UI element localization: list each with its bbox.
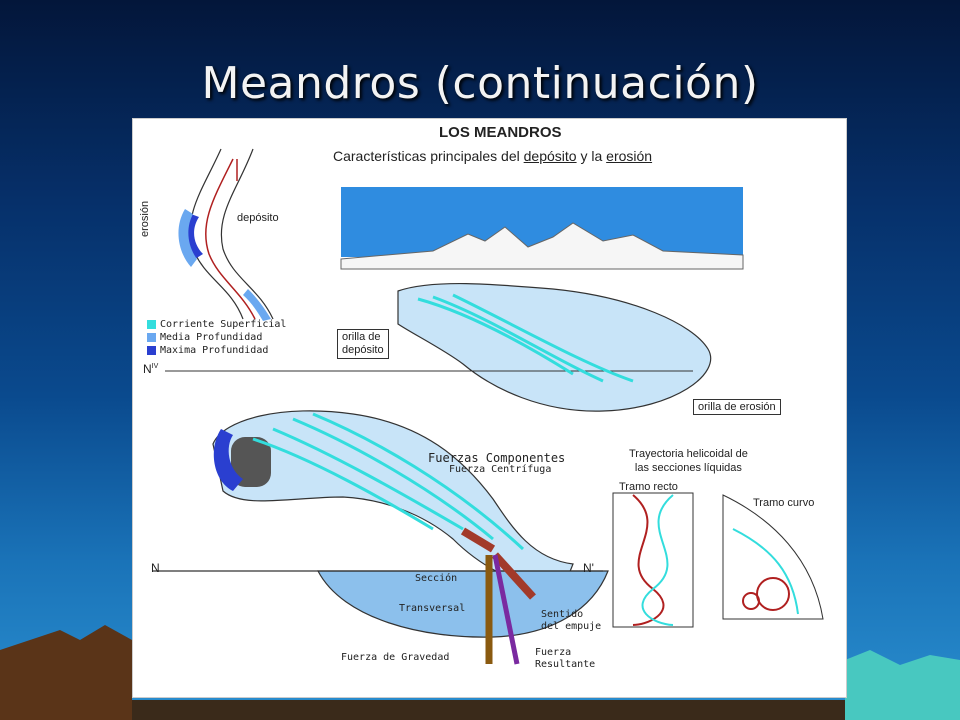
- legend-item-maximum: [147, 345, 268, 356]
- planform-map: [178, 149, 273, 321]
- section-label-line1: Sección: [415, 573, 458, 584]
- meander-channel-lower: [213, 411, 573, 589]
- marker-n: N: [151, 561, 160, 575]
- legend-label-medium: Media Profundidad: [160, 332, 263, 343]
- centrifugal-force-label: Fuerza Centrífuga: [449, 464, 552, 475]
- straight-reach-panel: [613, 493, 693, 627]
- helical-title-line2: las secciones líquidas: [634, 462, 742, 474]
- helical-title: [629, 447, 748, 475]
- subheading-prefix: Características principales del: [333, 148, 524, 164]
- curved-reach-label: Tramo curvo: [753, 497, 815, 509]
- map-label-erosion: erosión: [139, 200, 151, 237]
- subheading-erosion: erosión: [606, 148, 653, 164]
- gravity-label: Fuerza de Gravedad: [341, 652, 450, 663]
- erosion-bank-label: orilla de erosión: [693, 399, 781, 415]
- legend-item-surface: [147, 319, 286, 330]
- deposit-bank-label: [337, 329, 389, 359]
- legend-swatch-surface: [147, 320, 156, 329]
- deposit-bank-line1: orilla de: [342, 331, 381, 343]
- subheading-deposit: depósito: [523, 148, 577, 164]
- resultant-label-line2: Resultante: [535, 659, 596, 670]
- forces-components-label: Fuerzas Componentes: [428, 451, 566, 465]
- subheading-middle: y la: [576, 148, 607, 164]
- diagram-heading: LOS MEANDROS: [439, 124, 562, 141]
- marker-n-iv: [143, 362, 158, 376]
- curved-reach-panel: [723, 495, 823, 619]
- legend-item-medium: [147, 332, 262, 343]
- marker-n-prime: N': [583, 561, 594, 575]
- slide-title: Meandros (continuación): [201, 58, 759, 109]
- deposit-bank-line2: depósito: [342, 344, 384, 356]
- meander-diagram: [132, 118, 847, 698]
- push-label-line2: del empuje: [541, 621, 602, 632]
- push-label-line1: Sentido: [541, 609, 584, 620]
- helical-title-line1: Trayectoria helicoidal de: [629, 448, 748, 460]
- legend-swatch-medium: [147, 333, 156, 342]
- marker-n-iv-letter: N: [143, 362, 152, 376]
- marker-n-iv-sup: IV: [151, 363, 159, 370]
- map-label-deposit: depósito: [237, 212, 279, 224]
- legend-label-surface: Corriente Superficial: [160, 319, 287, 330]
- straight-reach-label: Tramo recto: [619, 481, 678, 493]
- diagram-subheading: [333, 148, 652, 164]
- section-label-line2: Transversal: [399, 603, 466, 614]
- legend-swatch-maximum: [147, 346, 156, 355]
- resultant-label-line1: Fuerza: [535, 647, 572, 658]
- legend-label-maximum: Maxima Profundidad: [160, 345, 269, 356]
